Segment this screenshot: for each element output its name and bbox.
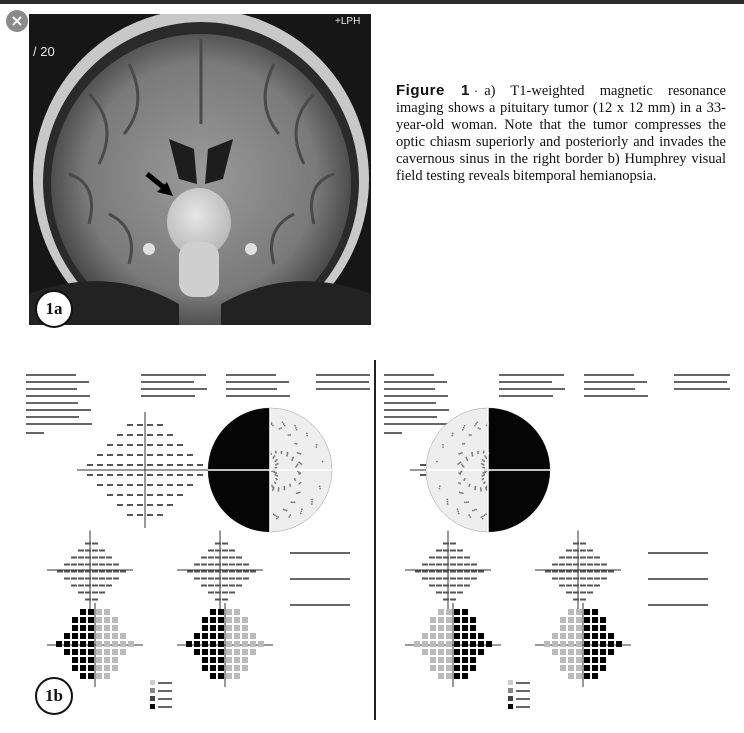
legend <box>150 680 172 709</box>
greyscale-plot <box>208 408 332 532</box>
visual-field-left-eye <box>20 360 370 720</box>
greyscale-plot <box>426 408 550 532</box>
caption-text: a) T1-weighted magnetic resonance imaging shows a pituitary tumor (12 x 12 mm) in a 33-year-old woman. Note that the tumor compresses the optic chiasm superiorly and posteriorly and invades the cavernous sinus in the right border b) Humphrey visual field testing reveals bitemporal hemianopsia. <box>396 83 726 184</box>
global-indices <box>290 552 350 606</box>
close-icon[interactable]: × <box>6 10 28 32</box>
threshold-grid <box>77 412 213 528</box>
visual-field-right-eye <box>378 360 730 720</box>
printout-header <box>26 374 370 434</box>
mri-image <box>29 14 371 325</box>
figure-label: Figure 1 <box>396 82 470 99</box>
total-deviation-grid <box>47 531 133 610</box>
corner-label-tr: +LPH <box>335 16 361 27</box>
global-indices <box>648 552 708 606</box>
panel-label-1a: 1a <box>35 290 73 328</box>
caption-bullet: · <box>473 83 479 98</box>
legend <box>508 680 530 709</box>
pattern-deviation-grid <box>177 531 263 610</box>
figure-caption <box>396 82 726 185</box>
printout-header <box>384 374 730 434</box>
pattern-deviation-grid <box>535 531 621 610</box>
pattern-deviation-probability <box>177 603 273 687</box>
panel-divider <box>374 360 376 720</box>
top-bar <box>0 0 744 4</box>
pattern-deviation-probability <box>535 603 631 687</box>
total-deviation-probability <box>405 603 501 687</box>
corner-label-tl: / 20 <box>33 44 55 59</box>
total-deviation-probability <box>47 603 143 687</box>
panel-label-1b: 1b <box>35 677 73 715</box>
total-deviation-grid <box>405 531 491 610</box>
